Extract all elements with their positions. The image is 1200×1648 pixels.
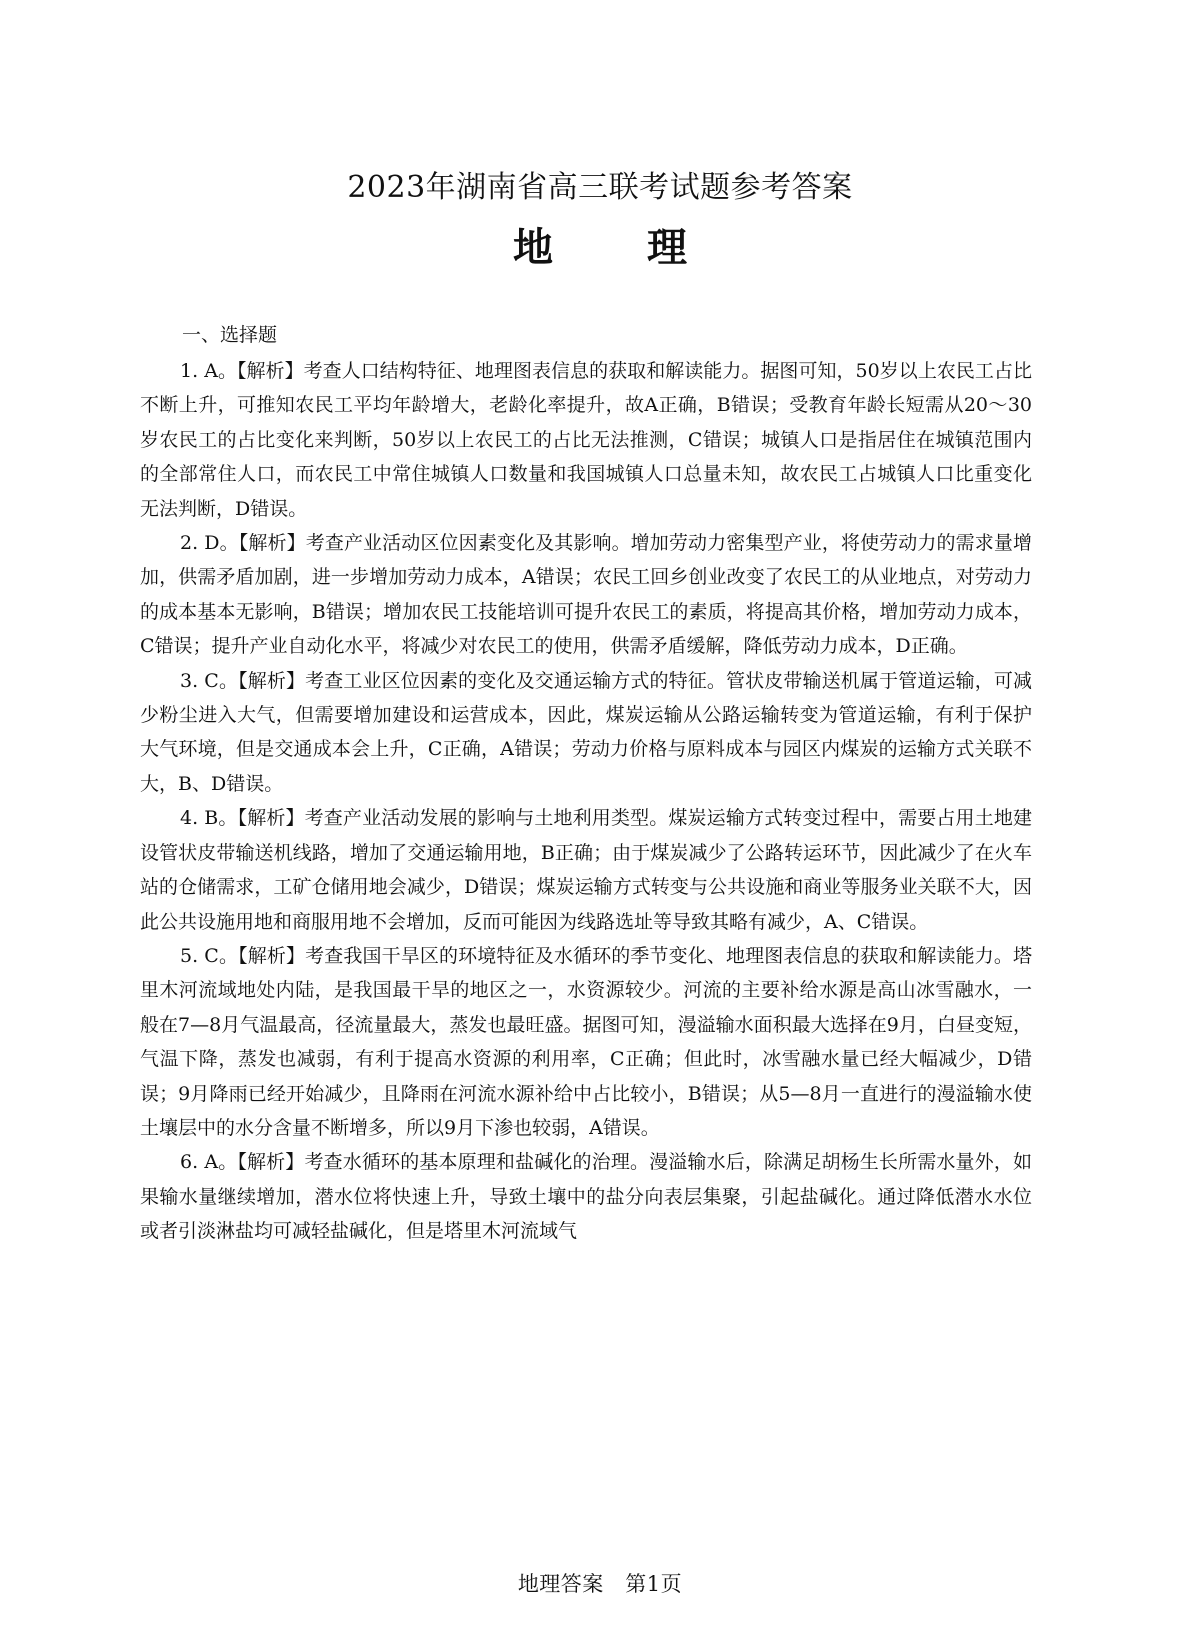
subject-heading: 地 理 [513, 225, 727, 271]
page-footer: 地理答案 第1页 [517, 1572, 683, 1596]
answer-item-6: 6. A。【解析】考查水循环的基本原理和盐碱化的治理。漫溢输水后，除满足胡杨生长所需水量外，如果输水量继续增加，潜水位将快速上升，导致土壤中的盐分向表层集聚，引起盐碱化。通过降低潜水水位或者引淡淋盐均可减轻盐碱化，但是塔里木河流域气 [140, 1151, 1032, 1243]
answer-item-1: 1. A。【解析】考查人口结构特征、地理图表信息的获取和解读能力。据图可知，50岁以上农民工占比不断上升，可推知农民工平均年龄增大，老龄化率提升，故A正确，B错误；受教育年龄长短需从20～30岁农民工的占比变化来判断，50岁以上农民工的占比无法推测，C错误；城镇人口是指居住在城镇范围内的全部常住人口，而农民工中常住城镇人口数量和我国城镇人口总量未知，故农民工占城镇人口比重变化无法判断，D错误。 [140, 360, 1032, 520]
answer-item-2: 2. D。【解析】考查产业活动区位因素变化及其影响。增加劳动力密集型产业，将使劳动力的需求量增加，供需矛盾加剧，进一步增加劳动力成本，A错误；农民工回乡创业改变了农民工的从业地点，对劳动力的成本基本无影响，B错误；增加农民工技能培训可提升农民工的素质，将提高其价格，增加劳动力成本，C错误；提升产业自动化水平，将减少对农民工的使用，供需矛盾缓解，降低劳动力成本，D正确。 [140, 532, 1032, 658]
section-heading: 一、选择题 [182, 324, 278, 346]
document-title: 2023年湖南省高三联考试题参考答案 [347, 170, 853, 205]
answer-item-4: 4. B。【解析】考查产业活动发展的影响与土地利用类型。煤炭运输方式转变过程中，需要占用土地建设管状皮带输送机线路，增加了交通运输用地，B正确；由于煤炭减少了公路转运环节，因此减少了在火车站的仓储需求，工矿仓储用地会减少，D错误；煤炭运输方式转变与公共设施和商业等服务业关联不大，因此公共设施用地和商服用地不会增加，反而可能因为线路选址等导致其略有减少，A、C错误。 [140, 807, 1032, 933]
answer-item-3: 3. C。【解析】考查工业区位因素的变化及交通运输方式的特征。管状皮带输送机属于管道运输，可减少粉尘进入大气，但需要增加建设和运营成本，因此，煤炭运输从公路运输转变为管道运输，有利于保护大气环境，但是交通成本会上升，C正确，A错误；劳动力价格与原料成本与园区内煤炭的运输方式关联不大，B、D错误。 [140, 669, 1032, 795]
answer-item-5: 5. C。【解析】考查我国干旱区的环境特征及水循环的季节变化、地理图表信息的获取和解读能力。塔里木河流域地处内陆，是我国最干旱的地区之一，水资源较少。河流的主要补给水源是高山冰雪融水，一般在7—8月气温最高，径流量最大，蒸发也最旺盛。据图可知，漫溢输水面积最大选择在9月，白昼变短，气温下降，蒸发也减弱，有利于提高水资源的利用率，C正确；但此时，冰雪融水量已经大幅减少，D错误；9月降雨已经开始减少，且降雨在河流水源补给中占比较小，B错误；从5—8月一直进行的漫溢输水使土壤层中的水分含量不断增多，所以9月下渗也较弱，A错误。 [140, 944, 1032, 1139]
answer-content [140, 318, 1032, 1249]
